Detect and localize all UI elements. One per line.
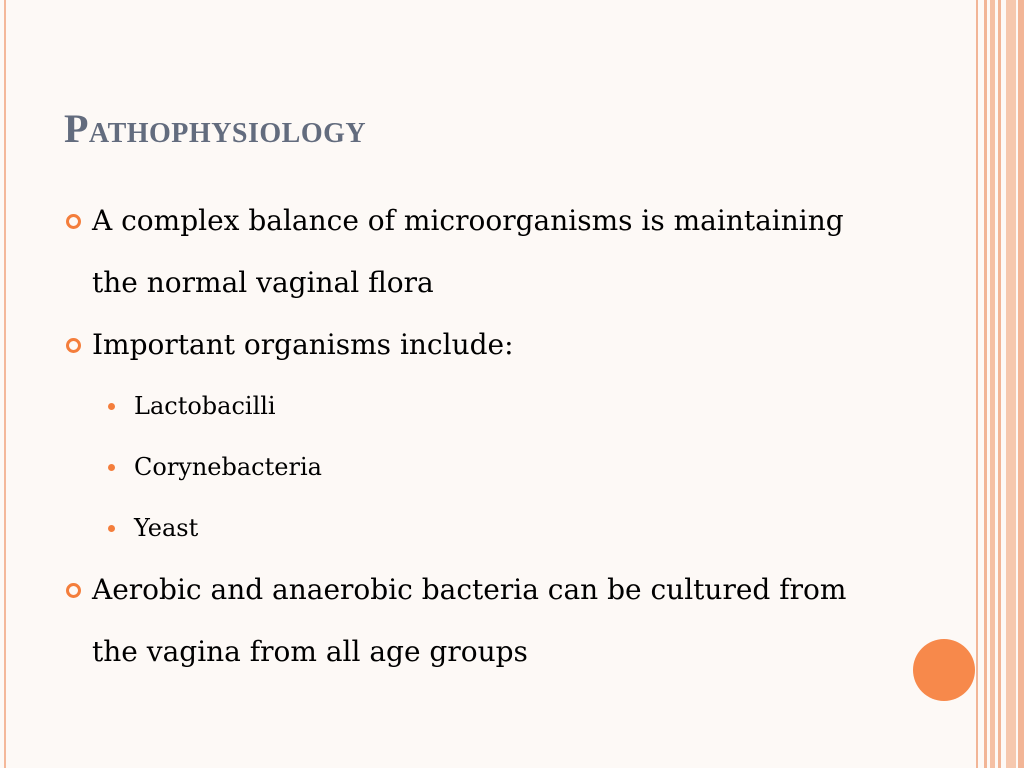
dot-bullet-icon (108, 464, 115, 471)
stripe (990, 0, 995, 768)
ring-bullet-icon (66, 338, 81, 353)
dot-bullet-icon (108, 525, 115, 532)
bullet-text: A complex balance of microorganisms is maintaining the normal vaginal flora (92, 204, 844, 299)
bullet-item (64, 559, 864, 683)
dot-bullet-icon (108, 403, 115, 410)
ring-bullet-icon (66, 214, 81, 229)
sub-bullet-item (64, 376, 864, 437)
right-stripe-decoration (976, 0, 1024, 768)
sub-bullet-text: Yeast (134, 514, 199, 542)
sub-bullet-text: Corynebacteria (134, 453, 322, 481)
stripe (976, 0, 978, 768)
stripe (984, 0, 987, 768)
left-border-line (4, 0, 6, 768)
stripe (1018, 0, 1024, 768)
sub-bullet-list (64, 376, 864, 559)
orange-circle-decoration (913, 639, 975, 701)
sub-bullet-item (64, 437, 864, 498)
bullet-item (64, 314, 864, 376)
ring-bullet-icon (66, 583, 81, 598)
bullet-list (64, 190, 864, 683)
stripe (998, 0, 1001, 768)
bullet-item (64, 190, 864, 314)
bullet-text: Important organisms include: (92, 328, 514, 361)
sub-bullet-text: Lactobacilli (134, 392, 276, 420)
sub-bullet-item (64, 498, 864, 559)
slide-title: Pathophysiology (64, 106, 367, 151)
bullet-text: Aerobic and anaerobic bacteria can be cultured from the vagina from all age groups (92, 573, 847, 668)
stripe (1006, 0, 1016, 768)
